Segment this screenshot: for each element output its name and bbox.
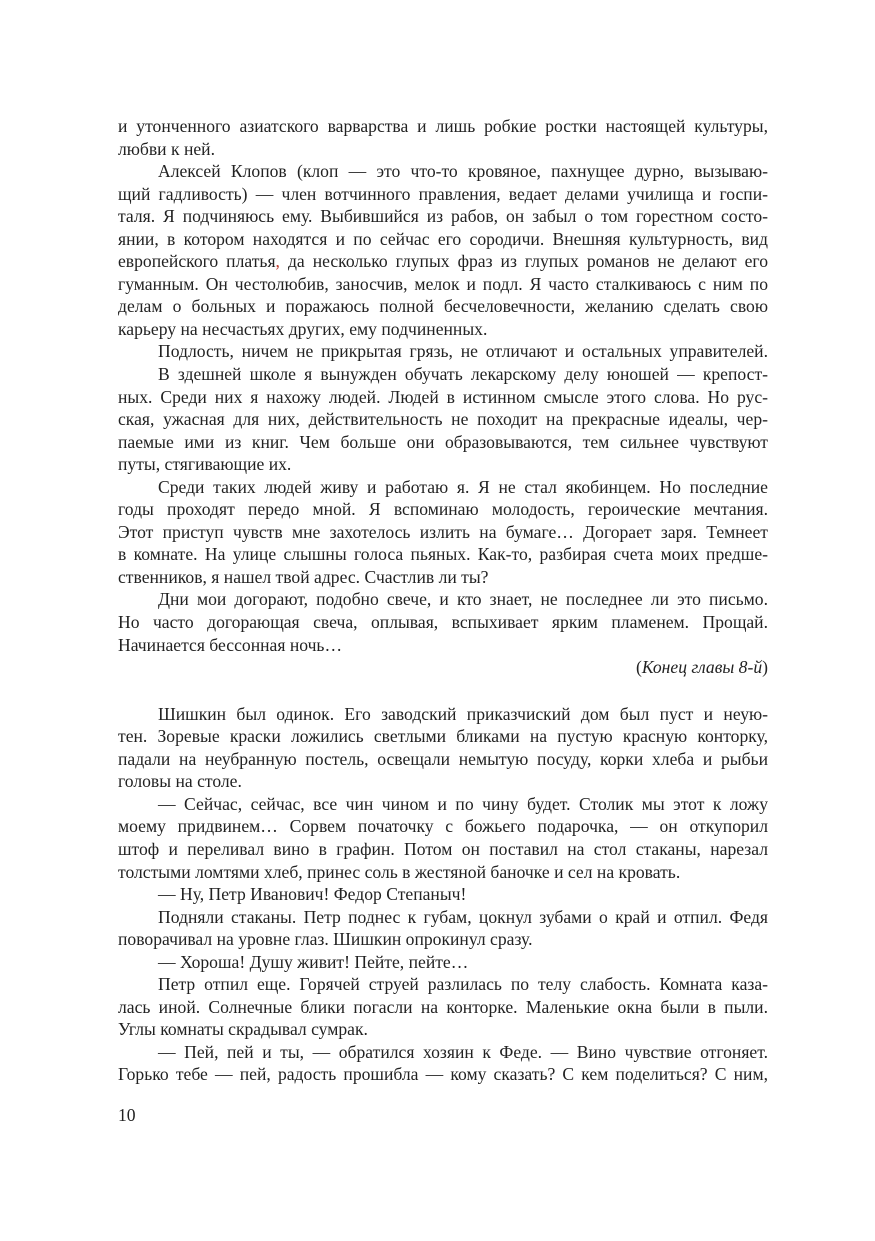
text-line: карьеру на несчастьях других, ему подчиненных.: [118, 318, 488, 339]
text-line: Подлость, ничем не прикрытая грязь, не отличают и остальных управителей.: [158, 341, 768, 362]
text-line: Этот приступ чувств мне захотелось излить на бумаге… Догорает заря. Темнеет: [118, 521, 768, 542]
text-line: гуманным. Он честолюбив, заносчив, мелок и подл. Я часто сталкиваюсь с ним по: [118, 273, 768, 294]
text-line: Начинается бессонная ночь…: [118, 634, 343, 655]
text-line: — Сейчас, сейчас, все чин чином и по чину будет. Столик мы этот к ложу: [158, 793, 768, 814]
text-line: тен. Зоревые краски ложились светлыми бликами на пустую красную конторку,: [118, 726, 768, 747]
text-line: годы проходят передо мной. Я вспоминаю молодость, героические мечтания.: [118, 499, 768, 520]
text-line: щий гадливость) — член вотчинного правления, ведает делами училища и госпи-: [118, 183, 768, 204]
text-line: падали на неубранную постель, освещали немытую посуду, корки хлеба и рыбьи: [118, 748, 768, 769]
text-line: делам о больных и поражаюсь полной бесчеловечности, желанию сделать свою: [118, 296, 768, 317]
text-line: европейского платья, да несколько глупых фраз из глупых романов не делают его: [118, 251, 768, 272]
text-line: головы на столе.: [118, 771, 242, 792]
chapter-end-note: Конец главы 8-й: [641, 657, 763, 678]
text-line: Подняли стаканы. Петр поднес к губам, цокнул зубами о край и отпил. Федя: [158, 906, 768, 927]
section-break: [118, 679, 768, 703]
text-line: в комнате. На улице слышны голоса пьяных. Как-то, разбирая счета моих предше-: [118, 544, 768, 565]
text-line: (Конец главы 8-й): [636, 657, 768, 678]
text-line: Но часто догорающая свеча, оплывая, вспыхивает ярким пламенем. Прощай.: [118, 612, 768, 633]
text-line: паемые ими из книг. Чем больше они образовываются, тем сильнее чувствуют: [118, 431, 768, 452]
text-line: любви к ней.: [118, 138, 215, 159]
text-line: и утонченного азиатского варварства и лишь робкие ростки настоящей культуры,: [118, 116, 768, 136]
text-line: янии, в котором находятся и по сейчас его сородичи. Внешняя культурность, вид: [118, 228, 768, 249]
text-line: — Ну, Петр Иванович! Федор Степаныч!: [158, 884, 467, 905]
text-line: таля. Я подчиняюсь ему. Выбившийся из рабов, он забыл о том горестном состо-: [118, 206, 768, 227]
text-line: лась иной. Солнечные блики погасли на конторке. Маленькие окна были в пыли.: [118, 996, 768, 1017]
text-line: поворачивал на уровне глаз. Шишкин опрокинул сразу.: [118, 929, 533, 950]
text-line: толстыми ломтями хлеб, принес соль в жестяной баночке и сел на кровать.: [118, 861, 681, 882]
text-line: — Пей, пей и ты, — обратился хозяин к Феде. — Вино чувствие отгоняет.: [158, 1041, 768, 1062]
text-line: ственников, я нашел твой адрес. Счастлив ли ты?: [118, 566, 489, 587]
page-number: 10: [118, 1105, 136, 1125]
text-line: штоф и переливал вино в графин. Потом он поставил на стол стаканы, нарезал: [118, 838, 768, 859]
body-text: [118, 115, 768, 1086]
text-line: Углы комнаты скрадывал сумрак.: [118, 1019, 368, 1040]
text-line: ных. Среди них я нахожу людей. Людей в истинном смысле этого слова. Но рус-: [118, 386, 768, 407]
text-line: моему придвинем… Сорвем початочку с божьего подарочка, — он откупорил: [118, 816, 768, 837]
text-line: путы, стягивающие их.: [118, 454, 292, 475]
text-line: Алексей Клопов (клоп — это что-то кровяное, пахнущее дурно, вызываю-: [158, 161, 768, 182]
text-line: Дни мои догорают, подобно свече, и кто знает, не последнее ли это письмо.: [158, 589, 768, 610]
text-line: В здешней школе я вынужден обучать лекарскому делу юношей — крепост-: [158, 364, 768, 385]
text-line: Среди таких людей живу и работаю я. Я не стал якобинцем. Но последние: [158, 476, 768, 497]
text-line: ская, ужасная для них, действительность не походит на прекрасные идеалы, чер-: [118, 409, 768, 430]
text-line: Шишкин был одинок. Его заводский приказчиский дом был пуст и неую-: [158, 703, 768, 724]
text-line: — Хороша! Душу живит! Пейте, пейте…: [158, 951, 469, 972]
highlighted-comma: ,: [275, 251, 280, 272]
text-line: Петр отпил еще. Горячей струей разлилась по телу слабость. Комната каза-: [158, 974, 768, 995]
text-line: Горько тебе — пей, радость прошибла — кому сказать? С кем поделиться? С ним,: [118, 1064, 768, 1085]
